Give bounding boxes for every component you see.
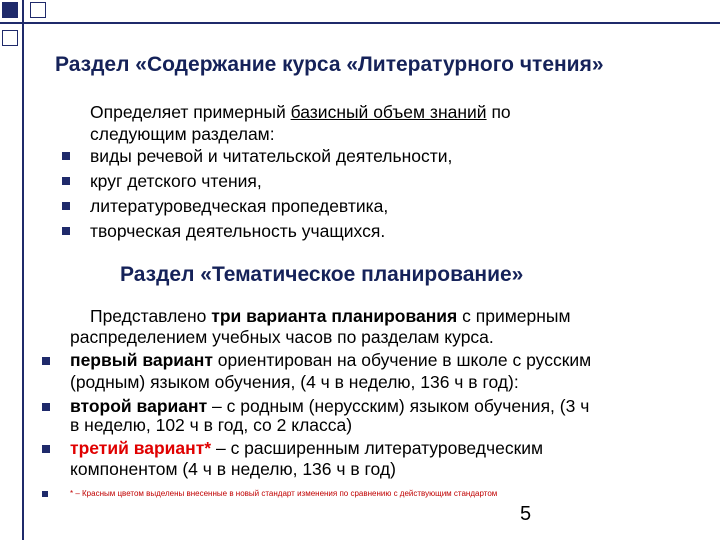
section-intro-line2: следующим разделам: (90, 124, 275, 144)
list-item-line2: компонентом (4 ч в неделю, 136 ч в год) (70, 459, 396, 479)
list-item: второй вариант – с родным (нерусским) языком обучения, (3 ч (70, 396, 590, 416)
corner-square-dark (2, 2, 18, 18)
list-item: литературоведческая пропедевтика, (90, 196, 389, 216)
list-item: третий вариант* – с расширенным литературоведческим (70, 438, 544, 458)
bullet-icon (62, 202, 70, 210)
corner-square-outline (2, 30, 18, 46)
section-intro: Определяет примерный базисный объем знаний по (90, 102, 511, 122)
section-title: Раздел «Тематическое планирование» (120, 263, 524, 286)
list-item: первый вариант ориентирован на обучение в школе с русским (70, 350, 592, 370)
bullet-icon (62, 152, 70, 160)
list-item-line2: в неделю, 102 ч в год, со 2 класса) (70, 415, 353, 435)
corner-square-outline (30, 2, 46, 18)
list-item: творческая деятельность учащихся. (90, 221, 386, 241)
bullet-icon (62, 177, 70, 185)
section-intro-line2: распределением учебных часов по разделам курса. (70, 327, 494, 347)
list-item: виды речевой и читательской деятельности, (90, 146, 453, 166)
bullet-icon (42, 491, 48, 497)
section-title: Раздел «Содержание курса «Литературного чтения» (55, 53, 604, 76)
bullet-icon (42, 403, 50, 411)
left-rule (22, 0, 24, 540)
bullet-icon (42, 357, 50, 365)
list-item-line2: (родным) языком обучения, (4 ч в неделю, 136 ч в год): (70, 372, 519, 392)
bullet-icon (62, 227, 70, 235)
section-intro: Представлено три варианта планирования с примерным (90, 306, 571, 326)
bullet-icon (42, 445, 50, 453)
header-rule (0, 22, 720, 24)
list-item: круг детского чтения, (90, 171, 262, 191)
page-number: 5 (520, 503, 532, 525)
footnote: * – Красным цветом выделены внесенные в новый стандарт изменения по сравнению с действующим стандартом (70, 489, 498, 498)
